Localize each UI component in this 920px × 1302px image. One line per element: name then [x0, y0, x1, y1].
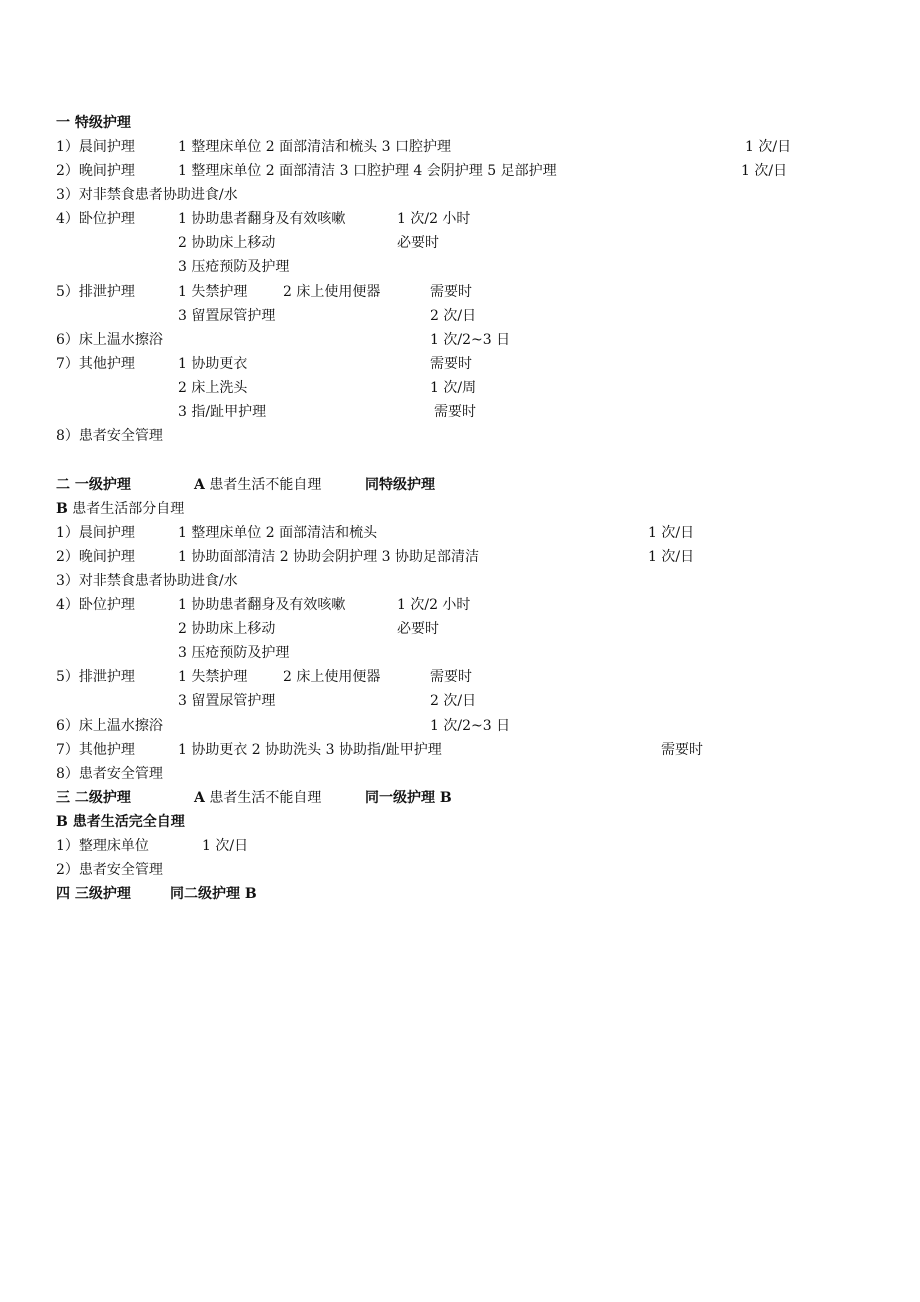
s2-position-item-3: 3 压疮预防及护理	[178, 645, 290, 661]
s2-safety: 8）患者安全管理	[56, 766, 163, 782]
s1-excretion-freq-1: 需要时	[430, 284, 472, 300]
s1-excretion-label: 5）排泄护理	[56, 284, 135, 300]
s2-a-letter: A	[194, 477, 205, 493]
s2-feeding: 3）对非禁食患者协助进食/水	[56, 573, 238, 589]
s2-a-text: 患者生活不能自理	[204, 477, 322, 493]
s3-b-heading: B 患者生活完全自理	[56, 814, 185, 830]
s2-position-item-1: 1 协助患者翻身及有效咳嗽	[178, 597, 346, 613]
s2-excretion-label: 5）排泄护理	[56, 669, 135, 685]
s1-excretion-freq-2: 2 次/日	[430, 308, 477, 324]
s1-evening-label: 2）晚间护理	[56, 163, 135, 179]
s3-a-text: 患者生活不能自理	[204, 790, 322, 806]
s3-a-heading	[194, 789, 321, 807]
s2-position-freq-1: 1 次/2 小时	[397, 597, 471, 613]
s2-b-text: 患者生活部分自理	[67, 501, 185, 517]
s1-evening-freq: 1 次/日	[741, 163, 788, 179]
s1-bath-freq: 1 次/2~3 日	[430, 332, 511, 348]
s1-evening-items: 1 整理床单位 2 面部清洁 3 口腔护理 4 会阴护理 5 足部护理	[178, 163, 557, 179]
s2-b-heading	[56, 500, 184, 518]
s1-other-label: 7）其他护理	[56, 356, 135, 372]
s1-position-item-1: 1 协助患者翻身及有效咳嗽	[178, 211, 346, 227]
s2-evening-freq: 1 次/日	[648, 549, 695, 565]
s4-same-as: 同二级护理 B	[170, 886, 257, 902]
section-1-title: 一 特级护理	[56, 115, 131, 131]
s1-other-item-2: 2 床上洗头	[178, 380, 248, 396]
s1-safety: 8）患者安全管理	[56, 428, 163, 444]
s2-bath-freq: 1 次/2~3 日	[430, 718, 511, 734]
s3-a-letter: A	[194, 790, 205, 806]
s2-b-letter: B	[56, 501, 68, 517]
s3-bed-freq: 1 次/日	[202, 838, 249, 854]
s2-same-as: 同特级护理	[365, 477, 435, 493]
section-3-title: 三 二级护理	[56, 790, 131, 806]
s2-morning-freq: 1 次/日	[648, 525, 695, 541]
s1-other-freq-3: 需要时	[434, 404, 476, 420]
s1-other-freq-1: 需要时	[430, 356, 472, 372]
s1-position-freq-2: 必要时	[397, 235, 439, 251]
s1-other-item-3: 3 指/趾甲护理	[178, 404, 267, 420]
section-2-title: 二 一级护理	[56, 477, 131, 493]
section-4-title: 四 三级护理	[56, 886, 131, 902]
s2-position-freq-2: 必要时	[397, 621, 439, 637]
s3-bed-label: 1）整理床单位	[56, 838, 149, 854]
s1-excretion-item-1: 1 失禁护理	[178, 284, 248, 300]
s1-position-label: 4）卧位护理	[56, 211, 135, 227]
s2-excretion-item-2: 2 床上使用便器	[283, 669, 381, 685]
s1-position-item-2: 2 协助床上移动	[178, 235, 276, 251]
s3-safety: 2）患者安全管理	[56, 862, 163, 878]
s2-excretion-freq-1: 需要时	[430, 669, 472, 685]
s2-other-items: 1 协助更衣 2 协助洗头 3 协助指/趾甲护理	[178, 742, 442, 758]
s2-excretion-item-1: 1 失禁护理	[178, 669, 248, 685]
s1-excretion-item-2: 2 床上使用便器	[283, 284, 381, 300]
s1-other-freq-2: 1 次/周	[430, 380, 477, 396]
s1-morning-label: 1）晨间护理	[56, 139, 135, 155]
s2-other-label: 7）其他护理	[56, 742, 135, 758]
s1-morning-items: 1 整理床单位 2 面部清洁和梳头 3 口腔护理	[178, 139, 451, 155]
s2-a-heading	[194, 476, 321, 494]
s2-excretion-freq-2: 2 次/日	[430, 693, 477, 709]
s2-morning-items: 1 整理床单位 2 面部清洁和梳头	[178, 525, 378, 541]
s1-other-item-1: 1 协助更衣	[178, 356, 248, 372]
s2-excretion-item-3: 3 留置尿管护理	[178, 693, 276, 709]
s1-excretion-item-3: 3 留置尿管护理	[178, 308, 276, 324]
s2-position-item-2: 2 协助床上移动	[178, 621, 276, 637]
s1-position-freq-1: 1 次/2 小时	[397, 211, 471, 227]
s3-same-as: 同一级护理 B	[365, 790, 452, 806]
s2-evening-items: 1 协助面部清洁 2 协助会阴护理 3 协助足部清洁	[178, 549, 479, 565]
s2-evening-label: 2）晚间护理	[56, 549, 135, 565]
s1-bath-label: 6）床上温水擦浴	[56, 332, 163, 348]
s2-morning-label: 1）晨间护理	[56, 525, 135, 541]
s2-bath-label: 6）床上温水擦浴	[56, 718, 163, 734]
s2-other-freq: 需要时	[661, 742, 703, 758]
s2-position-label: 4）卧位护理	[56, 597, 135, 613]
s1-feeding: 3）对非禁食患者协助进食/水	[56, 187, 238, 203]
s1-morning-freq: 1 次/日	[745, 139, 792, 155]
s1-position-item-3: 3 压疮预防及护理	[178, 259, 290, 275]
